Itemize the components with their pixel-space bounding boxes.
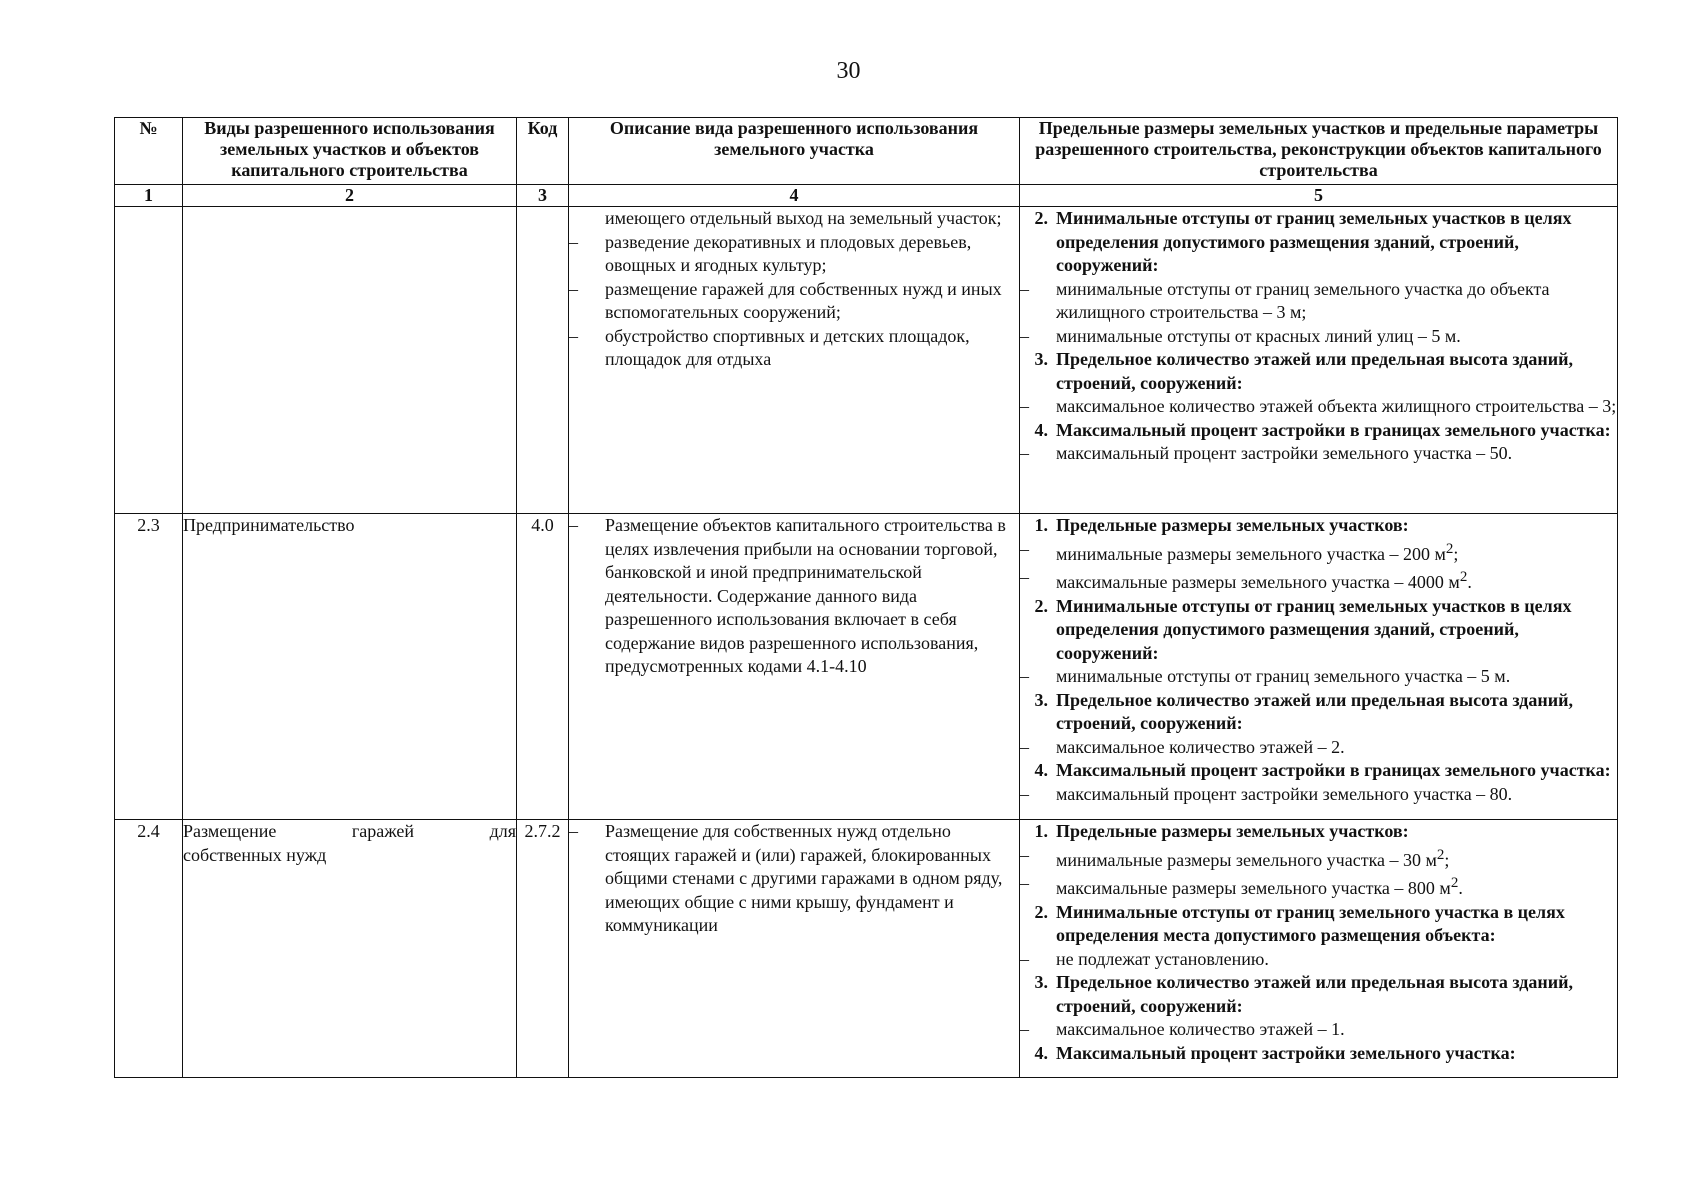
column-number: 2 [183,185,517,207]
param-item: – максимальный процент застройки земельного участка – 80. [1020,783,1513,804]
param-item: – минимальные размеры земельного участка – 30 $м^2$; [1020,844,1450,870]
param-heading: 2. Минимальные отступы от границ земельного участка в целях определения места допустимого размещения объекта: [1034,901,1565,945]
row-number-cell: 2.3 [115,514,183,820]
list-item: – Размещение объектов капитального строительства в целях извлечения прибыли на основании торговой, банковской и иной предпринимательской деятельности. Содержание данного вида разрешенного использования включает в себя содержание видов разрешенного использования, предусмотренных кодами 4.1-4.10 [569,515,1006,676]
row-parameters-cell [1020,207,1618,514]
param-heading: 3. Предельное количество этажей или предельная высота зданий, строений, сооружений: [1034,689,1574,733]
row-code-cell: 2.7.2 [517,820,569,1078]
row-parameters-cell [1020,820,1618,1078]
param-heading: 4. Максимальный процент застройки земельного участка: [1034,1042,1516,1063]
table-header-row [115,118,1618,185]
param-item: – максимальное количество этажей – 2. [1020,736,1345,757]
type-name-line: собственных нужд [183,844,327,865]
column-number: 3 [517,185,569,207]
param-item: – максимальные размеры земельного участка – 800 $м^2$. [1020,873,1463,898]
param-heading: 4. Максимальный процент застройки в границах земельного участка: [1034,419,1611,440]
list-item: – обустройство спортивных и детских площадок, площадок для отдыха [569,325,970,369]
row-code-cell [517,207,569,514]
description-continuation: имеющего отдельный выход на земельный участок; [605,208,1002,228]
param-item: – не подлежат установлению. [1020,948,1269,969]
page-number: 30 [836,58,861,84]
row-description-cell [569,514,1020,820]
param-item: – минимальные отступы от красных линий улиц – 5 м. [1020,325,1461,346]
row-type-cell [183,207,517,514]
row-description-cell [569,820,1020,1078]
param-item: – максимальное количество этажей объекта жилищного строительства – 3; [1020,396,1617,416]
table-row [115,820,1618,1078]
land-use-table [114,117,1618,1078]
header-type: Виды разрешенного использования земельных участков и объектов капитального строительства [183,118,517,185]
list-item: – размещение гаражей для собственных нужд и иных вспомогательных сооружений; [569,278,1002,322]
header-no: № [115,118,183,185]
type-name-line: Размещение гаражей для [183,821,517,841]
param-item: – минимальные размеры земельного участка – 200 $м^2$; [1020,538,1459,564]
param-item: – максимальный процент застройки земельного участка – 50. [1020,443,1513,463]
column-number: 5 [1020,185,1618,207]
table-row [115,207,1618,514]
param-heading: 3. Предельное количество этажей или предельная высота зданий, строений, сооружений: [1034,972,1574,1016]
row-number-cell: 2.4 [115,820,183,1078]
param-heading: 4. Максимальный процент застройки в границах земельного участка: [1034,760,1611,780]
row-code-cell: 4.0 [517,514,569,820]
param-item: – максимальное количество этажей – 1. [1020,1019,1345,1039]
header-description: Описание вида разрешенного использования земельного участка [569,118,1020,185]
param-item: – минимальные отступы от границ земельного участка – 5 м. [1020,666,1511,686]
header-parameters: Предельные размеры земельных участков и предельные параметры разрешенного строительства, реконструкции объектов капитального строительства [1020,118,1618,185]
row-type-cell: Предпринимательство [183,514,517,820]
column-number: 4 [569,185,1020,207]
param-heading: 3. Предельное количество этажей или предельная высота зданий, строений, сооружений: [1034,349,1574,393]
column-number-row [115,185,1618,207]
row-type-cell [183,820,517,1078]
param-heading: 1. Предельные размеры земельных участков: [1034,821,1409,841]
table-row [115,514,1618,820]
column-number: 1 [115,185,183,207]
row-number-cell [115,207,183,514]
param-heading: 1. Предельные размеры земельных участков: [1034,515,1409,535]
header-code: Код [517,118,569,185]
row-description-cell [569,207,1020,514]
param-heading: 2. Минимальные отступы от границ земельных участков в целях определения допустимого размещения зданий, строений, сооружений: [1034,208,1572,275]
list-item: – Размещение для собственных нужд отдельно стоящих гаражей и (или) гаражей, блокированных общими стенами с другими гаражами в одном ряду, имеющих общие с ними крышу, фундамент и коммуникации [569,821,1003,935]
row-parameters-cell [1020,514,1618,820]
param-item: – минимальные отступы от границ земельного участка до объекта жилищного строительства – 3 м; [1020,278,1550,322]
param-heading: 2. Минимальные отступы от границ земельных участков в целях определения допустимого размещения зданий, строений, сооружений: [1034,595,1572,663]
param-item: – максимальные размеры земельного участка – 4000 $м^2$. [1020,567,1472,592]
list-item: – разведение декоративных и плодовых деревьев, овощных и ягодных культур; [569,231,972,275]
